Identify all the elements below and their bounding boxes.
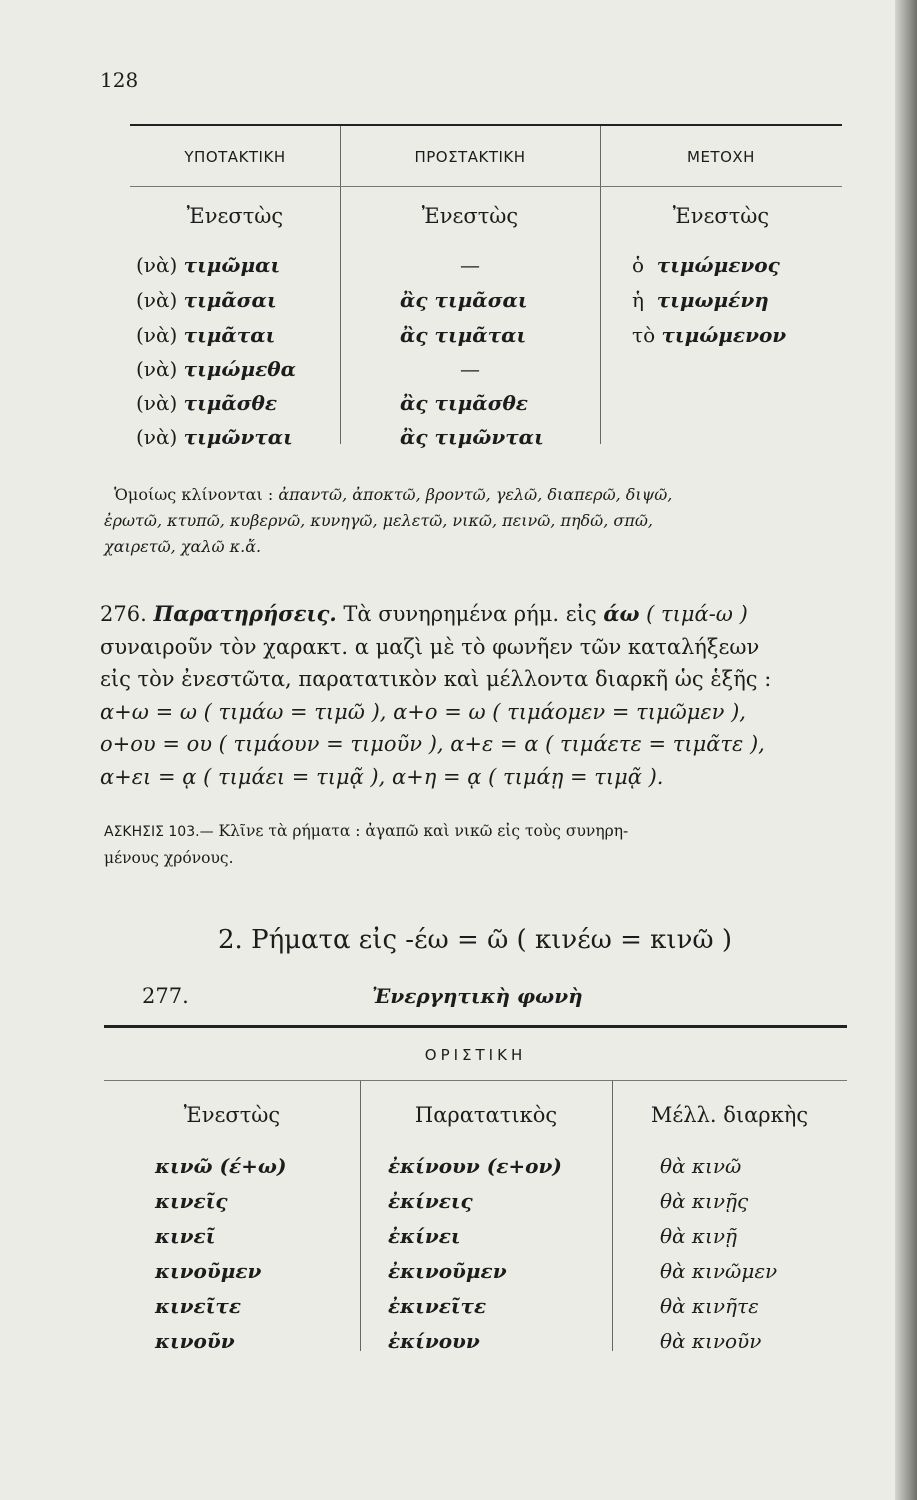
page-number: 128 <box>100 68 139 92</box>
part-row-1: ὁ τιμώμενος <box>632 253 780 277</box>
list-item: θὰ κινοῦν <box>660 1329 762 1353</box>
imp-row-1: — <box>460 253 480 277</box>
list-item: ἐκίνουν <box>388 1329 480 1353</box>
exercise-103: ΑΣΚΗΣΙΣ 103.— Κλῖνε τὰ ρήματα : ἀγαπῶ καὶ νικῶ εἰς τοὺς συνηρη- μένους χρόνους. <box>104 822 629 867</box>
section-277-number: 277. <box>142 984 189 1008</box>
section-2-title: 2. Ρήματα εἰς -έω = ῶ ( κινέω = κινῶ ) <box>218 925 733 955</box>
subj-row-6: (νὰ) τιμῶνται <box>136 425 293 449</box>
subheader-present-1: Ἐνεστὼς <box>186 204 284 228</box>
list-item: κινοῦν <box>155 1329 235 1353</box>
header-indicative: ΟΡΙΣΤΙΚΗ <box>424 1046 527 1064</box>
imp-row-2: ἂς τιμᾶσαι <box>400 288 528 312</box>
list-item: θὰ κινῆτε <box>660 1294 759 1318</box>
subheader-imperfect: Παρατατικὸς <box>414 1103 558 1127</box>
subheader-present-3: Ἐνεστὼς <box>672 204 770 228</box>
page-edge-shadow <box>895 0 917 1500</box>
header-imperative: ΠΡΟΣΤΑΚΤΙΚΗ <box>414 148 526 166</box>
table1-divider-1 <box>340 126 341 444</box>
part-row-2: ἡ τιμωμένη <box>632 288 769 312</box>
subj-row-5: (νὰ) τιμᾶσθε <box>136 391 278 415</box>
imp-row-6: ἂς τιμῶνται <box>400 425 544 449</box>
subj-row-1: (νὰ) τιμῶμαι <box>136 253 281 277</box>
table2-header-rule <box>104 1080 847 1081</box>
subj-row-3: (νὰ) τιμᾶται <box>136 323 276 347</box>
list-item: ἐκινοῦμεν <box>388 1259 507 1283</box>
table1-header-rule <box>130 186 842 187</box>
list-item: ἐκίνεις <box>388 1189 473 1213</box>
table1-divider-2 <box>600 126 601 444</box>
future-column <box>660 1149 777 1359</box>
list-item: κινεῖτε <box>155 1294 241 1318</box>
list-item: θὰ κινῶ <box>660 1154 742 1178</box>
section-276: 276. Παρατηρήσεις. Τὰ συνηρημένα ρήμ. εἰς άω ( τιμά-ω ) συναιροῦν τὸν χαρακτ. α μαζὶ μὲ τὸ φωνῆεν τῶν καταλήξεων εἰς τὸν ἐνεστῶτα, παρατατικὸν καὶ μέλλοντα διαρκῆ ὡς ἑξῆς : α+ω = ω ( τιμάω = τιμῶ ), α+ο = ω ( τιμάομεν = τιμῶμεν ), ο+ου = ου ( τιμάουν = τιμοῦν ), α+ε = α ( τιμάετε = τιμᾶτε ), α+ει = ᾳ ( τιμάει = τιμᾷ ), α+η = ᾳ ( τιμάῃ = τιμᾷ ). <box>100 601 772 789</box>
list-item: κινῶ (έ+ω) <box>155 1154 287 1178</box>
imperfect-column <box>388 1149 562 1359</box>
list-item: ἐκίνουν (ε+ον) <box>388 1154 562 1178</box>
subheader-future: Μέλλ. διαρκὴς <box>650 1103 809 1127</box>
list-item: ἐκίνει <box>388 1224 461 1248</box>
imp-row-5: ἂς τιμᾶσθε <box>400 391 528 415</box>
subj-row-2: (νὰ) τιμᾶσαι <box>136 288 277 312</box>
list-item: ἐκινεῖτε <box>388 1294 487 1318</box>
list-item: θὰ κινῇς <box>660 1189 749 1213</box>
part-row-3: τὸ τιμώμενον <box>632 323 787 347</box>
similar-verbs: Ὁμοίως κλίνονται : ἀπαντῶ, ἀποκτῶ, βροντῶ, γελῶ, διαπερῶ, διψῶ, ἐρωτῶ, κτυπῶ, κυβερνῶ, κυνηγῶ, μελετῶ, νικῶ, πεινῶ, πηδῶ, σπῶ, χαιρετῶ, χαλῶ κ.ἄ. <box>104 485 673 556</box>
table2-top-rule <box>104 1025 847 1028</box>
present-column <box>155 1149 286 1359</box>
header-subjunctive: ΥΠΟΤΑΚΤΙΚΗ <box>184 148 286 166</box>
table1-top-rule <box>130 124 842 126</box>
subj-row-4: (νὰ) τιμώμεθα <box>136 357 296 381</box>
list-item: κινεῖ <box>155 1224 216 1248</box>
imp-row-3: ἂς τιμᾶται <box>400 323 527 347</box>
list-item: κινοῦμεν <box>155 1259 262 1283</box>
subheader-present: Ἐνεστὼς <box>183 1103 281 1127</box>
list-item: θὰ κινῇ <box>660 1224 738 1248</box>
subheader-present-2: Ἐνεστὼς <box>421 204 519 228</box>
list-item: θὰ κινῶμεν <box>660 1259 778 1283</box>
header-participle: ΜΕΤΟΧΗ <box>687 148 755 166</box>
active-voice-label: Ἐνεργητικὴ φωνὴ <box>372 984 583 1008</box>
imp-row-4: — <box>460 357 480 381</box>
list-item: κινεῖς <box>155 1189 228 1213</box>
